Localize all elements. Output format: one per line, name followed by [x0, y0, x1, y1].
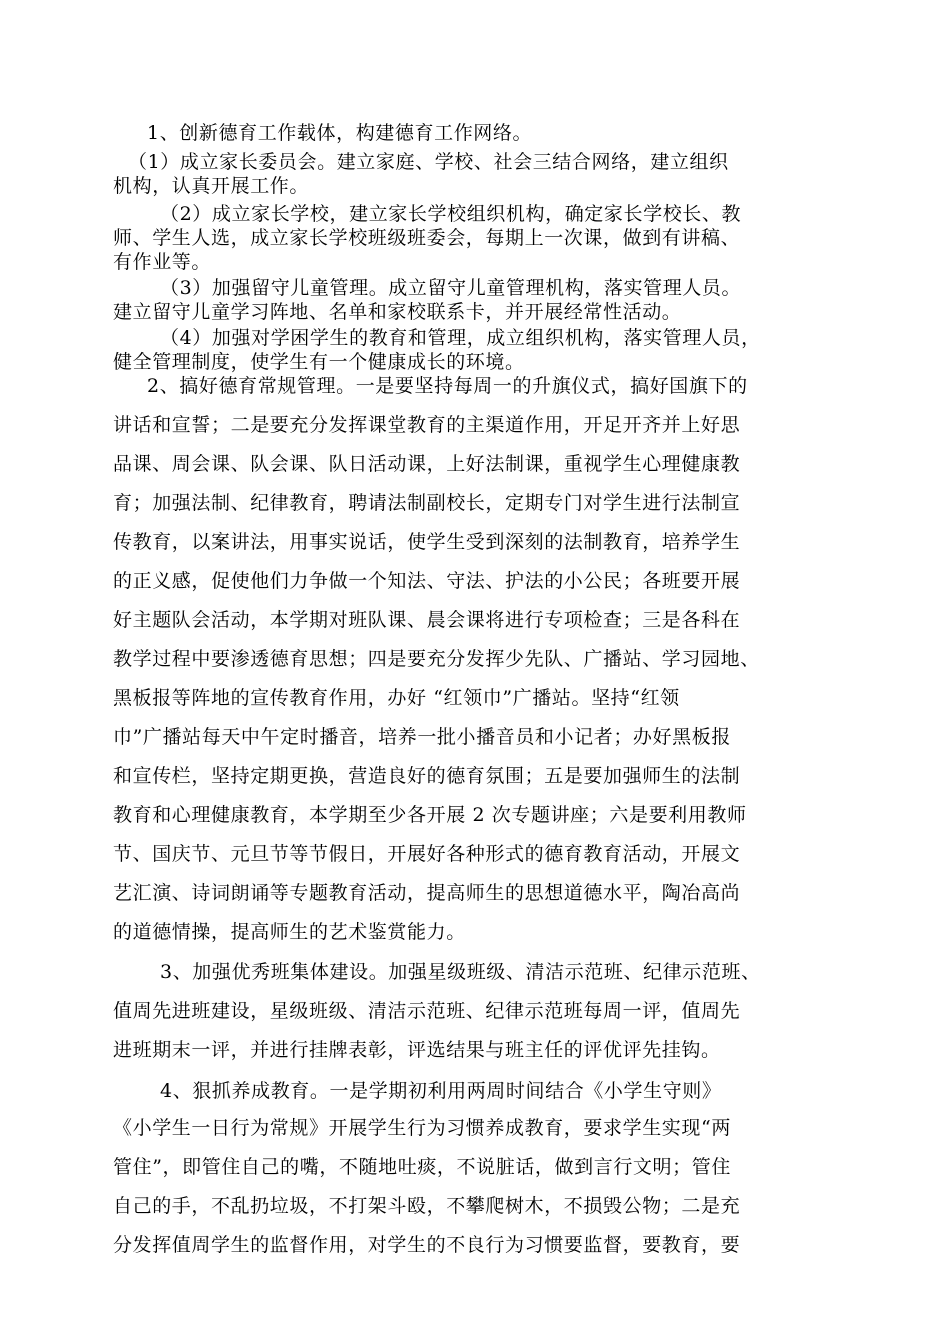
text-line: 值周先进班建设，星级班级、清洁示范班、纪律示范班每周一评，值周先 [113, 1000, 741, 1022]
text-line: 教学过程中要渗透德育思想；四是要充分发挥少先队、广播站、学习园地、 [113, 648, 760, 670]
text-line: 建立留守儿童学习阵地、名单和家校联系卡，并开展经常性活动。 [113, 301, 682, 323]
text-line: 和宣传栏，坚持定期更换，营造良好的德育氛围；五是要加强师生的法制 [113, 765, 741, 787]
text-line: 巾”广播站每天中午定时播音，培养一批小播音员和小记者；办好黑板报 [113, 726, 731, 748]
text-line: （2）成立家长学校，建立家长学校组织机构，确定家长学校长、教 [160, 203, 742, 225]
text-line: （4）加强对学困学生的教育和管理，成立组织机构，落实管理人员， [160, 327, 761, 349]
text-line: 的道德情操，提高师生的艺术鉴赏能力。 [113, 921, 466, 943]
text-line: 有作业等。 [113, 251, 212, 273]
text-line: 的正义感，促使他们力争做一个知法、守法、护法的小公民；各班要开展 [113, 570, 741, 592]
text-line: 健全管理制度，使学生有一个健康成长的环境。 [113, 351, 525, 373]
text-line: 师、学生人选，成立家长学校班级班委会，每期上一次课，做到有讲稿、 [113, 227, 741, 249]
text-line: 育；加强法制、纪律教育，聘请法制副校长，定期专门对学生进行法制宣 [113, 492, 741, 514]
text-line: 2、搞好德育常规管理。一是要坚持每周一的升旗仪式，搞好国旗下的 [147, 375, 748, 397]
text-line: 黑板报等阵地的宣传教育作用，办好 “红领巾”广播站。坚持“红领 [113, 687, 680, 709]
text-line: （1）成立家长委员会。建立家庭、学校、社会三结合网络，建立组织 [128, 151, 729, 173]
text-line: 品课、周会课、队会课、队日活动课，上好法制课，重视学生心理健康教 [113, 453, 741, 475]
text-line: （3）加强留守儿童管理。成立留守儿童管理机构，落实管理人员。 [160, 277, 742, 299]
text-line: 好主题队会活动，本学期对班队课、晨会课将进行专项检查；三是各科在 [113, 609, 741, 631]
text-line: 教育和心理健康教育，本学期至少各开展 2 次专题讲座；六是要利用教师 [113, 804, 747, 826]
text-line: 传教育，以案讲法，用事实说话，使学生受到深刻的法制教育，培养学生 [113, 531, 741, 553]
text-line: 艺汇演、诗词朗诵等专题教育活动，提高师生的思想道德水平，陶冶高尚 [113, 882, 741, 904]
text-line: 3、加强优秀班集体建设。加强星级班级、清洁示范班、纪律示范班、 [160, 961, 761, 983]
text-line: 分发挥值周学生的监督作用，对学生的不良行为习惯要监督，要教育，要 [113, 1234, 741, 1256]
text-line: 机构，认真开展工作。 [113, 175, 310, 197]
text-line: 自己的手，不乱扔垃圾，不打架斗殴，不攀爬树木，不损毁公物；二是充 [113, 1195, 741, 1217]
text-line: 讲话和宣誓；二是要充分发挥课堂教育的主渠道作用，开足开齐并上好思 [113, 414, 741, 436]
text-line: 4、狠抓养成教育。一是学期初利用两周时间结合《小学生守则》 [160, 1080, 722, 1102]
text-line: 《小学生一日行为常规》开展学生行为习惯养成教育，要求学生实现“两 [113, 1117, 731, 1139]
text-line: 进班期末一评，并进行挂牌表彰，评选结果与班主任的评优评先挂钩。 [113, 1039, 721, 1061]
text-line: 管住”，即管住自己的嘴，不随地吐痰，不说脏话，做到言行文明；管住 [113, 1156, 731, 1178]
text-line: 节、国庆节、元旦节等节假日，开展好各种形式的德育教育活动，开展文 [113, 843, 741, 865]
text-line: 1、创新德育工作载体，构建德育工作网络。 [147, 122, 533, 144]
